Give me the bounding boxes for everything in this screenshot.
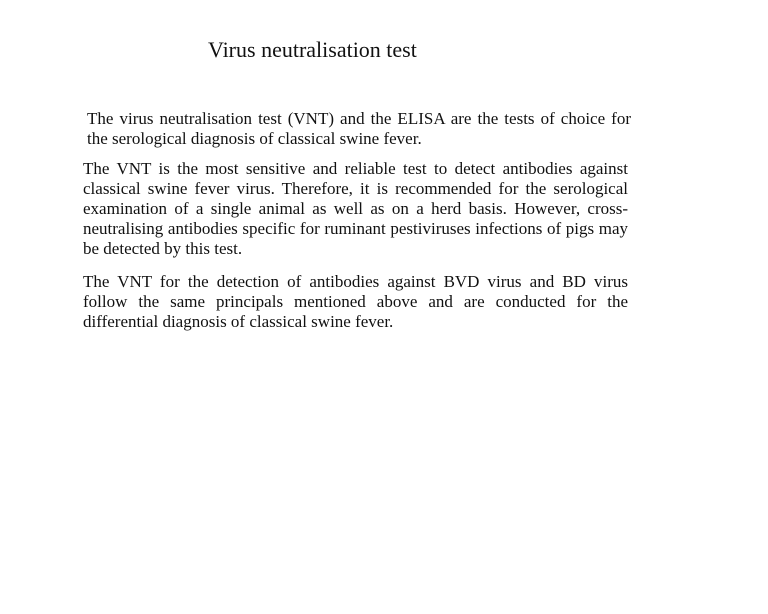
paragraph-vnt-sensitivity: The VNT is the most sensitive and reliable test to detect antibodies against classical swine fever virus. Therefore, it is recommended for the serological examination of a single animal as well as on a herd basis. However, cross-neutralising antibodies specific for ruminant pestiviruses infections of pigs may be detected by this test. [83, 159, 628, 258]
paragraph-intro: The virus neutralisation test (VNT) and the ELISA are the tests of choice for the serological diagnosis of classical swine fever. [87, 109, 631, 148]
paragraph-bvd-bd: The VNT for the detection of antibodies against BVD virus and BD virus follow the same principals mentioned above and are conducted for the differential diagnosis of classical swine fever. [83, 272, 628, 331]
page-title: Virus neutralisation test [208, 37, 417, 62]
